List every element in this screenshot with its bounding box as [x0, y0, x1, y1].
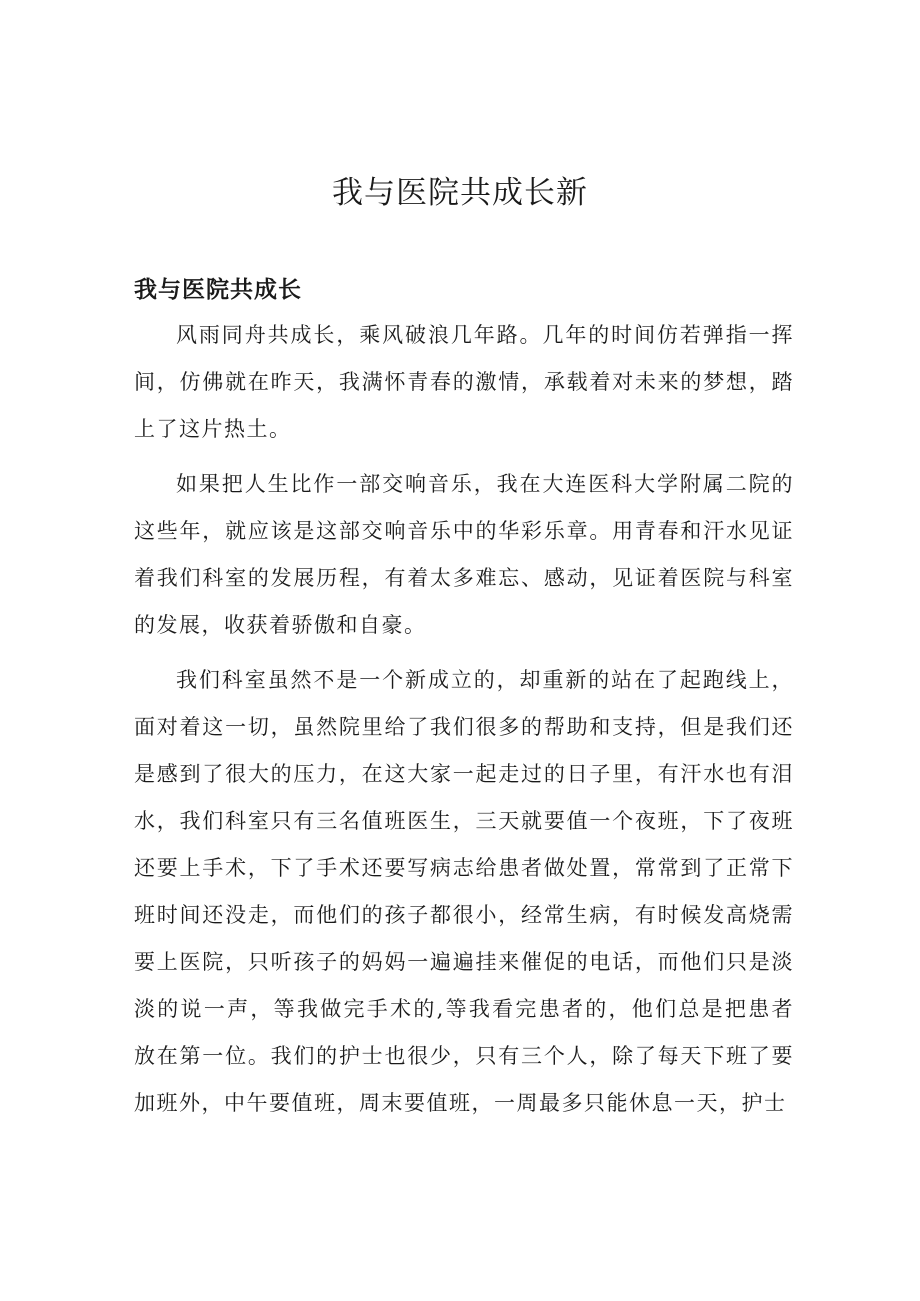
paragraph: 我们科室虽然不是一个新成立的，却重新的站在了起跑线上，面对着这一切，虽然院里给了我们很多的帮助和支持，但是我们还是感到了很大的压力，在这大家一起走过的日子里，有汗水也有泪水，我们科室只有三名值班医生，三天就要值一个夜班，下了夜班还要上手术，下了手术还要写病志给患者做处置，常常到了正常下班时间还没走，而他们的孩子都很小，经常生病，有时候发高烧需要上医院，只听孩子的妈妈一遍遍挂来催促的电话，而他们只是淡淡的说一声，等我做完手术的,等我看完患者的，他们总是把患者放在第一位。我们的护士也很少，只有三个人，除了每天下班了要加班外，中午要值班，周末要值班，一周最多只能休息一天，护士	[134, 668, 794, 1115]
paragraph: 风雨同舟共成长，乘风破浪几年路。几年的时间仿若弹指一挥间，仿佛就在昨天，我满怀青春的激情，承载着对未来的梦想，踏上了这片热土。	[134, 323, 794, 441]
section-heading: 我与医院共成长	[134, 277, 302, 303]
paragraph: 如果把人生比作一部交响音乐，我在大连医科大学附属二院的这些年，就应该是这部交响音乐中的华彩乐章。用青春和汗水见证着我们科室的发展历程，有着太多难忘、感动，见证着医院与科室的发展，收获着骄傲和自豪。	[134, 472, 794, 637]
document-title: 我与医院共成长新	[332, 175, 588, 211]
document-body	[134, 312, 794, 1135]
